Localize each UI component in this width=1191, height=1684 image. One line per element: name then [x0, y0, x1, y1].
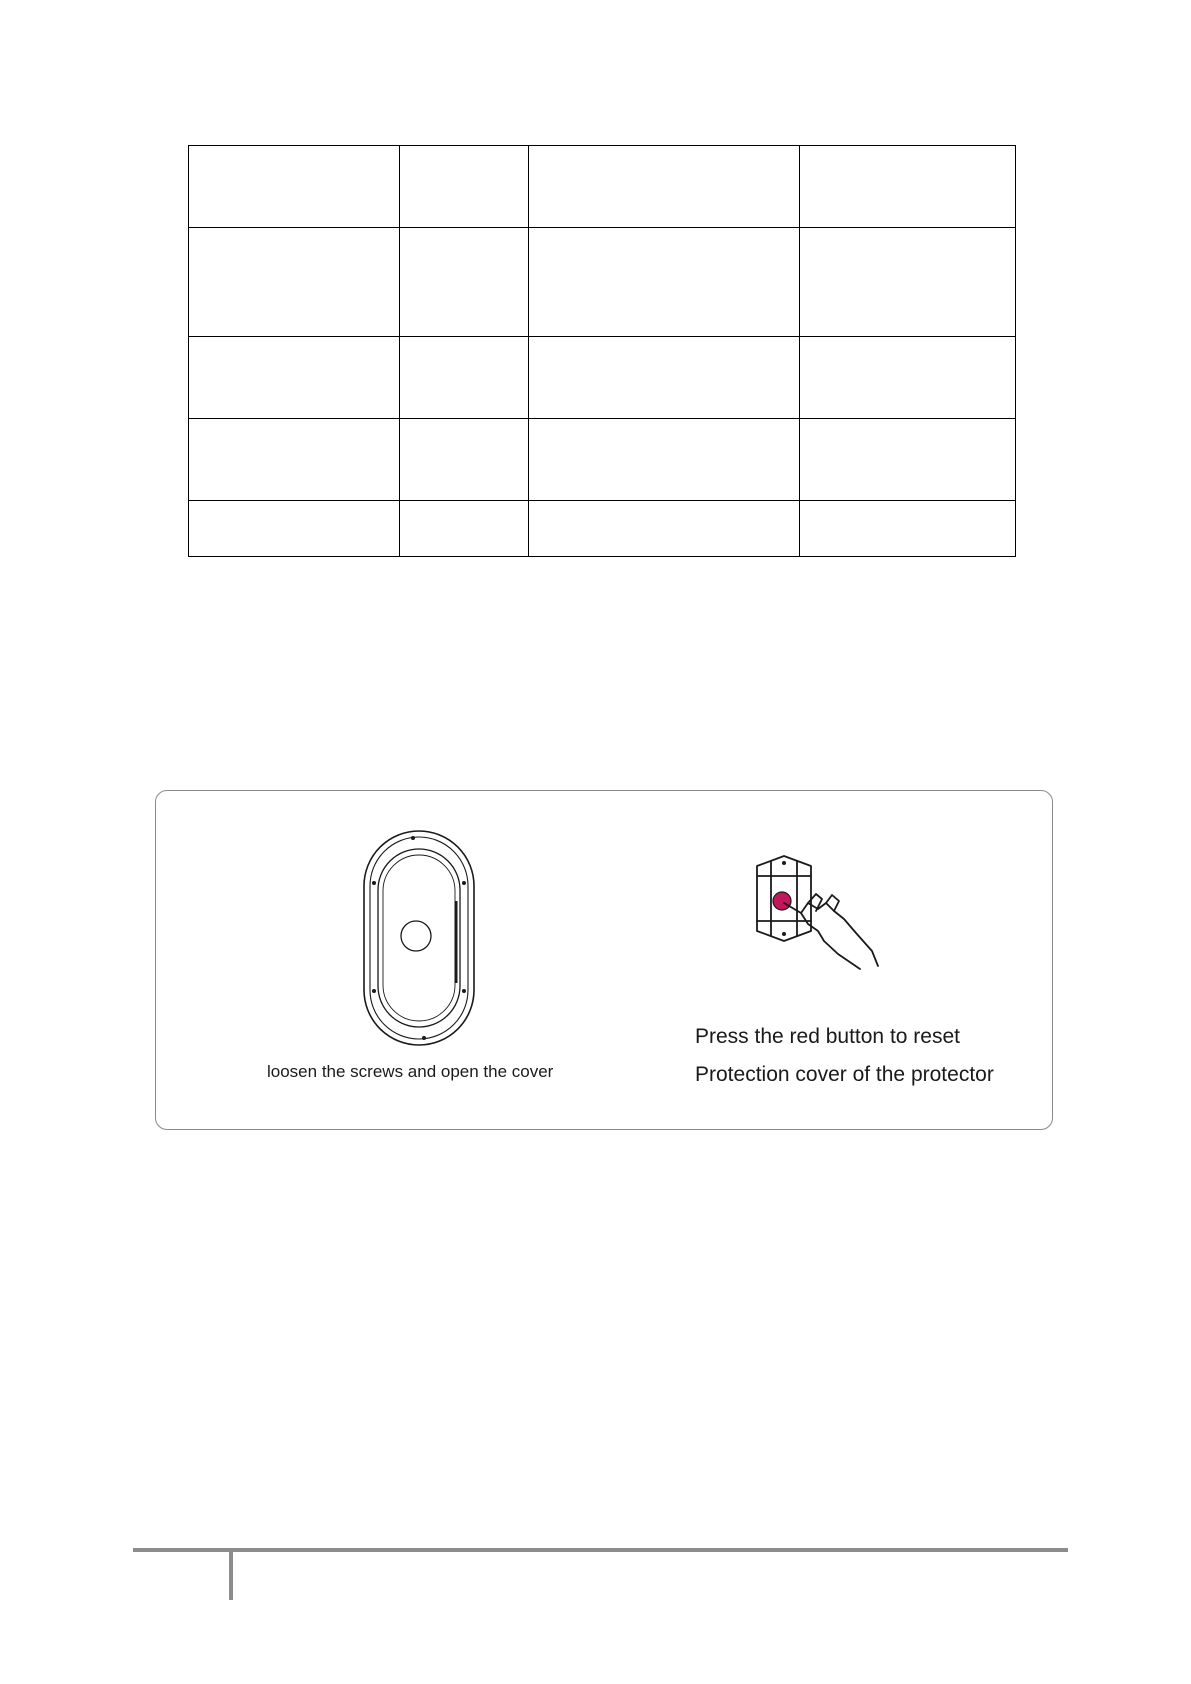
table-cell	[400, 146, 529, 228]
table-cell	[800, 337, 1016, 419]
table-cell	[189, 419, 400, 501]
reset-instruction-figure	[155, 790, 1053, 1130]
table-cell	[189, 146, 400, 228]
table-row	[189, 146, 1016, 228]
table-cell	[529, 337, 800, 419]
reset-caption: Press the red button to reset	[695, 1025, 960, 1048]
table-cell	[800, 228, 1016, 337]
table-cell	[529, 419, 800, 501]
red-reset-button	[773, 892, 791, 910]
table-cell	[189, 337, 400, 419]
protector-reset-hand-icon	[757, 856, 878, 969]
table-row	[189, 337, 1016, 419]
table-cell	[800, 419, 1016, 501]
table-cell	[400, 337, 529, 419]
table-cell	[529, 501, 800, 557]
table-cell	[800, 146, 1016, 228]
footer-rule	[133, 1548, 1068, 1552]
table-row	[189, 228, 1016, 337]
table-cell	[189, 501, 400, 557]
footer-tick	[229, 1548, 233, 1600]
table-row	[189, 501, 1016, 557]
oval-cover-icon	[364, 831, 474, 1045]
table-cell	[529, 228, 800, 337]
table-cell	[529, 146, 800, 228]
left-caption: loosen the screws and open the cover	[267, 1062, 554, 1081]
table-cell	[189, 228, 400, 337]
table-cell	[400, 501, 529, 557]
table-cell	[400, 228, 529, 337]
table-cell	[800, 501, 1016, 557]
table-cell	[400, 419, 529, 501]
table-row	[189, 419, 1016, 501]
spec-table	[188, 145, 1016, 557]
protector-caption: Protection cover of the protector	[695, 1063, 994, 1086]
